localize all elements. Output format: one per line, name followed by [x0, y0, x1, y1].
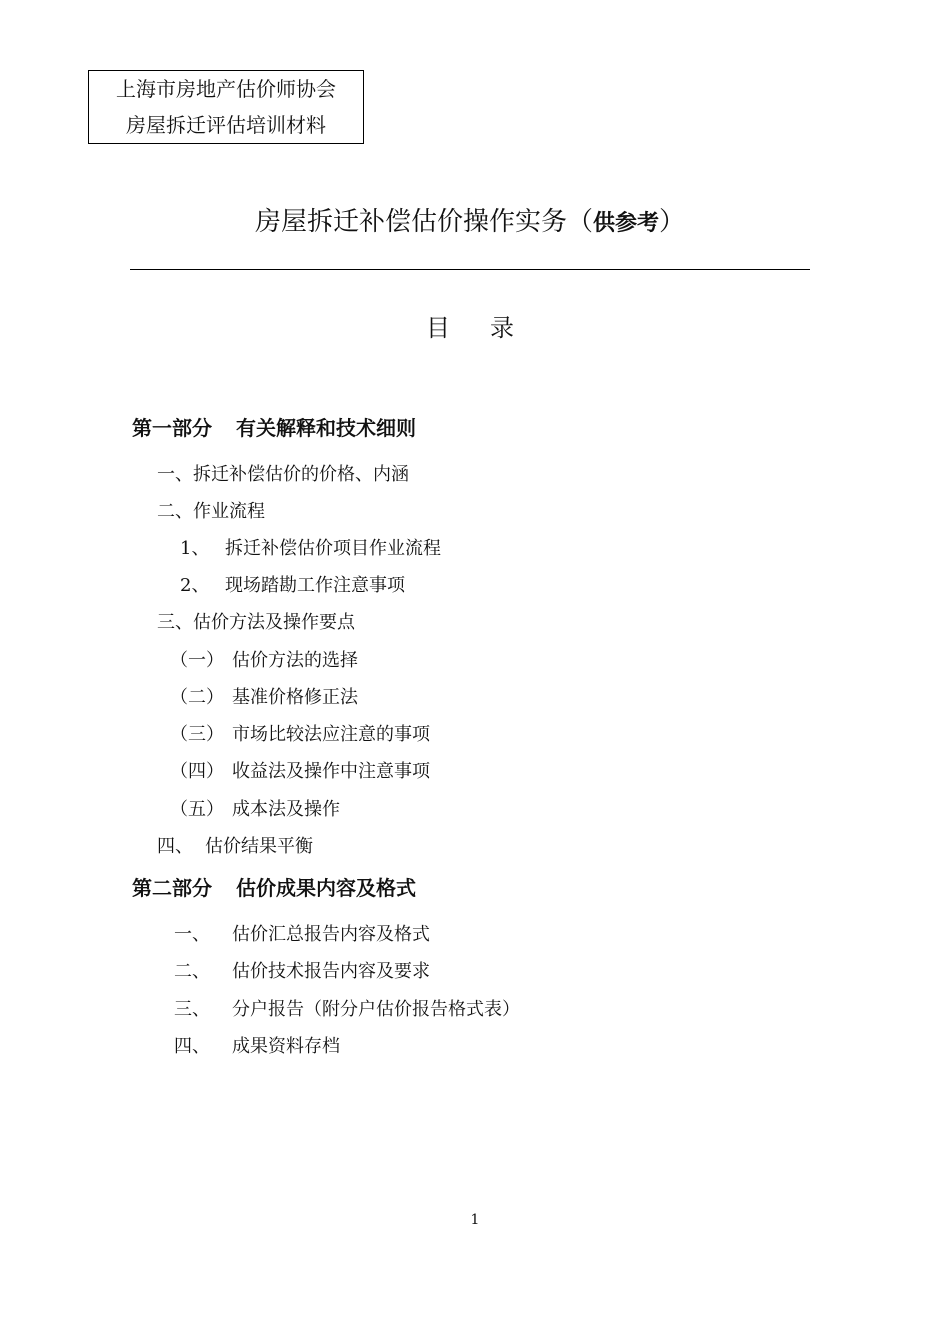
toc-item-text: 成本法及操作 — [232, 799, 340, 820]
document-title — [130, 200, 810, 246]
toc-item[interactable] — [180, 535, 441, 563]
toc-item[interactable] — [170, 647, 358, 675]
toc-item-text: 估价技术报告内容及要求 — [232, 961, 430, 982]
toc-part1-heading[interactable] — [132, 412, 416, 444]
document-title-close: ） — [659, 207, 686, 237]
toc-item-number: 1、 — [180, 538, 210, 559]
document-title-main: 房屋拆迁补偿估价操作实务（ — [254, 207, 593, 237]
toc-item-number: 一、 — [174, 924, 210, 945]
toc-item-text: 成果资料存档 — [232, 1036, 340, 1057]
toc-item-number: 四、 — [157, 836, 193, 857]
toc-item-number: （一） — [170, 650, 224, 671]
toc-item-number: （五） — [170, 799, 224, 820]
toc-item[interactable] — [174, 921, 430, 949]
toc-part1-title: 有关解释和技术细则 — [236, 416, 416, 440]
toc-item-text: 基准价格修正法 — [232, 687, 358, 708]
header-material-name: 房屋拆迁评估培训材料 — [126, 113, 326, 137]
toc-item[interactable] — [170, 758, 430, 786]
header-organization: 上海市房地产估价师协会 — [116, 77, 336, 101]
toc-item-number: 三、 — [174, 999, 210, 1020]
toc-item[interactable] — [174, 996, 520, 1024]
toc-item[interactable] — [170, 684, 358, 712]
toc-part2-title: 估价成果内容及格式 — [236, 876, 416, 900]
toc-item[interactable] — [174, 1033, 340, 1061]
toc-item-text: 估价方法的选择 — [232, 650, 358, 671]
header-box — [88, 70, 364, 144]
toc-item-number: 四、 — [174, 1036, 210, 1057]
toc-item[interactable] — [157, 461, 409, 489]
toc-item-text: 估价汇总报告内容及格式 — [232, 924, 430, 945]
toc-item-number: 二、 — [174, 961, 210, 982]
toc-item-number: 2、 — [180, 575, 210, 596]
toc-item[interactable] — [170, 796, 340, 824]
toc-item-text: 现场踏勘工作注意事项 — [225, 575, 405, 596]
toc-item-number: （三） — [170, 724, 224, 745]
toc-part2-heading[interactable] — [132, 872, 416, 904]
document-title-note: 供参考 — [592, 211, 659, 236]
toc-heading: 目录 — [426, 314, 554, 342]
toc-item-text: 拆迁补偿估价项目作业流程 — [225, 538, 441, 559]
toc-item[interactable] — [174, 958, 430, 986]
toc-item[interactable] — [157, 833, 313, 861]
toc-item-text: 收益法及操作中注意事项 — [232, 761, 430, 782]
toc-item[interactable] — [157, 498, 265, 526]
toc-item[interactable] — [180, 572, 405, 600]
toc-item-number: （二） — [170, 687, 224, 708]
toc-part2-label: 第二部分 — [132, 876, 212, 900]
toc-item-number: （四） — [170, 761, 224, 782]
toc-item[interactable] — [170, 721, 430, 749]
page-number: 1 — [470, 1212, 480, 1228]
toc-item-text: 估价结果平衡 — [205, 836, 313, 857]
toc-item-text: 分户报告（附分户估价报告格式表） — [232, 999, 520, 1020]
toc-item-text: 一、拆迁补偿估价的价格、内涵 — [157, 464, 409, 485]
title-divider — [130, 269, 810, 270]
toc-part1-label: 第一部分 — [132, 416, 212, 440]
toc-item-text: 二、作业流程 — [157, 501, 265, 522]
toc-item[interactable] — [157, 609, 355, 637]
toc-item-text: 市场比较法应注意的事项 — [232, 724, 430, 745]
toc-item-text: 三、估价方法及操作要点 — [157, 612, 355, 633]
